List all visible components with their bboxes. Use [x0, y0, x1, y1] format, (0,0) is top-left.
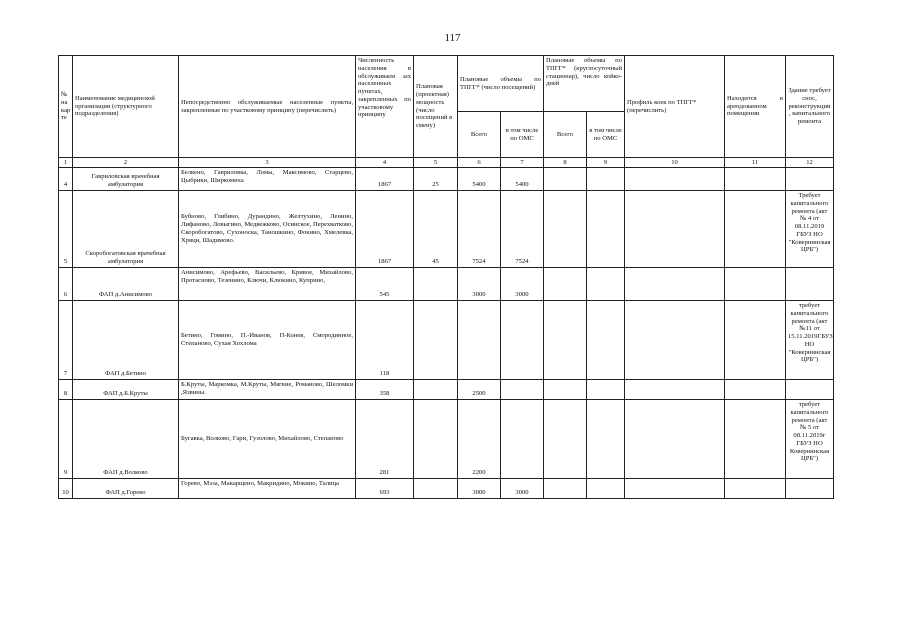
row-number: 5 [59, 191, 73, 268]
repair-value [786, 479, 834, 499]
header-col-settlements: Непосредственно обслуживаемые населенные пункты, закрепленные по участковому принципу (перечислить) [179, 56, 356, 158]
visits-total-value [458, 301, 501, 380]
column-number: 12 [786, 158, 834, 168]
beds-oms-value [587, 380, 625, 400]
column-number: 5 [414, 158, 458, 168]
column-number: 11 [725, 158, 786, 168]
table-row [59, 168, 834, 191]
rented-value [725, 479, 786, 499]
bed-profile-value [625, 168, 725, 191]
visits-oms-value: 3000 [501, 479, 544, 499]
beds-oms-value [587, 191, 625, 268]
visits-oms-value: 3000 [501, 268, 544, 301]
row-number: 7 [59, 301, 73, 380]
column-number-row [59, 158, 834, 168]
visits-oms-value [501, 380, 544, 400]
capacity-value: 45 [414, 191, 458, 268]
visits-total-value: 2200 [458, 400, 501, 479]
header-row-main [59, 56, 834, 112]
settlements-list: Бетино, Гомино, П.-Иванов, П-Конев, Смородинное, Степаново, Сухая Хохлома [179, 301, 356, 380]
rented-value [725, 380, 786, 400]
visits-oms-value: 5400 [501, 168, 544, 191]
table-body [59, 158, 834, 499]
repair-value [786, 268, 834, 301]
capacity-value: 25 [414, 168, 458, 191]
rented-value [725, 168, 786, 191]
beds-oms-value [587, 268, 625, 301]
row-number: 8 [59, 380, 73, 400]
organization-name: ФАП д.Анисимово [73, 268, 179, 301]
capacity-value [414, 301, 458, 380]
visits-total-value: 5400 [458, 168, 501, 191]
repair-value: требует капитального ремонта (акт №11 от 15.11.2019ГБУЗ НО "Ковернинская ЦРБ") [786, 301, 834, 380]
population-value: 693 [356, 479, 414, 499]
bed-profile-value [625, 380, 725, 400]
population-value: 1867 [356, 191, 414, 268]
settlements-list: Бугавка, Волково, Гари, Гузолово, Михайлово, Степаново [179, 400, 356, 479]
table-row [59, 268, 834, 301]
table-row [59, 191, 834, 268]
row-number: 9 [59, 400, 73, 479]
column-number: 7 [501, 158, 544, 168]
rented-value [725, 191, 786, 268]
organization-name: ФАП д.Бетино [73, 301, 179, 380]
capacity-value [414, 380, 458, 400]
visits-oms-value [501, 301, 544, 380]
beds-oms-value [587, 400, 625, 479]
organization-name: ФАП д.Б.Круты [73, 380, 179, 400]
row-number: 6 [59, 268, 73, 301]
population-value: 118 [356, 301, 414, 380]
table-row [59, 301, 834, 380]
organization-name: Гавриловская врачебная амбулатория [73, 168, 179, 191]
bed-profile-value [625, 191, 725, 268]
page-number: 117 [444, 32, 461, 44]
settlements-list: Белкено, Гавриловка, Ломы, Максимово, Старцево, Цыбрики, Ширкомиха [179, 168, 356, 191]
medical-organizations-table [58, 55, 834, 499]
beds-total-value [544, 191, 587, 268]
population-value: 358 [356, 380, 414, 400]
visits-oms-value [501, 400, 544, 479]
column-number: 8 [544, 158, 587, 168]
organization-name: ФАП д.Волково [73, 400, 179, 479]
beds-total-value [544, 301, 587, 380]
header-col-bed-profile: Профиль коек по ТПГГ* (перечислить) [625, 56, 725, 158]
settlements-list: Б.Круты, Маркомка, М.Круты, Мягкие, Романово, Шеломки ,Язвины. [179, 380, 356, 400]
visits-total-value: 3000 [458, 268, 501, 301]
repair-value: требует капитального ремонта (акт № 5 от 08.11.2019г ГБУЗ НО Ковернинская ЦРБ") [786, 400, 834, 479]
header-col-population: Численность населения в обслуживаем ых населенных пунктах, закрепленных по участковому принципу [356, 56, 414, 158]
beds-total-value [544, 380, 587, 400]
header-beds-oms: в том числе по ОМС [587, 112, 625, 158]
bed-profile-value [625, 479, 725, 499]
visits-total-value: 2500 [458, 380, 501, 400]
beds-oms-value [587, 479, 625, 499]
settlements-list: Анисимово, Арефьево, Васильево, Кривое, Михайлово, Протасиово, Тезенино, Ключи, Клюкино, Куприно, [179, 268, 356, 301]
population-value: 545 [356, 268, 414, 301]
header-col-planned-beds: Плановые объемы по ТПГГ* (круглосуточный стационар), число койко-дней [544, 56, 625, 112]
beds-total-value [544, 479, 587, 499]
repair-value [786, 380, 834, 400]
repair-value [786, 168, 834, 191]
repair-value: Требует капитального ремонта (акт № 4 от 08.11.2019 ГБУЗ НО "Ковернинская ЦРБ") [786, 191, 834, 268]
table-row [59, 400, 834, 479]
beds-oms-value [587, 168, 625, 191]
column-number: 3 [179, 158, 356, 168]
beds-total-value [544, 268, 587, 301]
settlements-list: Горево, Мэза, Макарщено, Макридино, Мокино, Талица [179, 479, 356, 499]
beds-total-value [544, 400, 587, 479]
capacity-value [414, 400, 458, 479]
header-col-number: № на кар те [59, 56, 73, 158]
header-col-rented: Находится в арендованном помещении [725, 56, 786, 158]
header-visits-oms: в том числе по ОМС [501, 112, 544, 158]
rented-value [725, 301, 786, 380]
population-value: 281 [356, 400, 414, 479]
column-number: 2 [73, 158, 179, 168]
capacity-value [414, 479, 458, 499]
header-beds-total: Всего [544, 112, 587, 158]
header-col-repair: Здание требует снос, реконструкции , капитального ремонта [786, 56, 834, 158]
table-row [59, 479, 834, 499]
row-number: 4 [59, 168, 73, 191]
column-number: 6 [458, 158, 501, 168]
table-row [59, 380, 834, 400]
population-value: 1867 [356, 168, 414, 191]
visits-total-value: 3000 [458, 479, 501, 499]
beds-total-value [544, 168, 587, 191]
column-number: 1 [59, 158, 73, 168]
bed-profile-value [625, 301, 725, 380]
visits-oms-value: 7524 [501, 191, 544, 268]
bed-profile-value [625, 400, 725, 479]
organization-name: Скоробогатовская врачебная амбулатория [73, 191, 179, 268]
beds-oms-value [587, 301, 625, 380]
header-col-capacity: Плановая (проектная) мощность (число посещений в смену) [414, 56, 458, 158]
header-visits-total: Всего [458, 112, 501, 158]
rented-value [725, 400, 786, 479]
header-col-planned-visits: Плановые объемы по ТПГГ* (число посещений) [458, 56, 544, 112]
capacity-value [414, 268, 458, 301]
bed-profile-value [625, 268, 725, 301]
rented-value [725, 268, 786, 301]
visits-total-value: 7524 [458, 191, 501, 268]
row-number: 10 [59, 479, 73, 499]
header-col-organization: Наименование медицинской организации (структурного подразделения) [73, 56, 179, 158]
settlements-list: Бубново, Глибино, Дурандино, Желтухино, Ленино, Лифаново, Ловыгино, Медвежково, Осинское, Перехватково, Скоробогатово, Сухоноска, Таношкино, Фокино, Хмелевка, Хряци, Шадимово. [179, 191, 356, 268]
column-number: 4 [356, 158, 414, 168]
column-number: 10 [625, 158, 725, 168]
column-number: 9 [587, 158, 625, 168]
organization-name: ФАП д.Горево [73, 479, 179, 499]
